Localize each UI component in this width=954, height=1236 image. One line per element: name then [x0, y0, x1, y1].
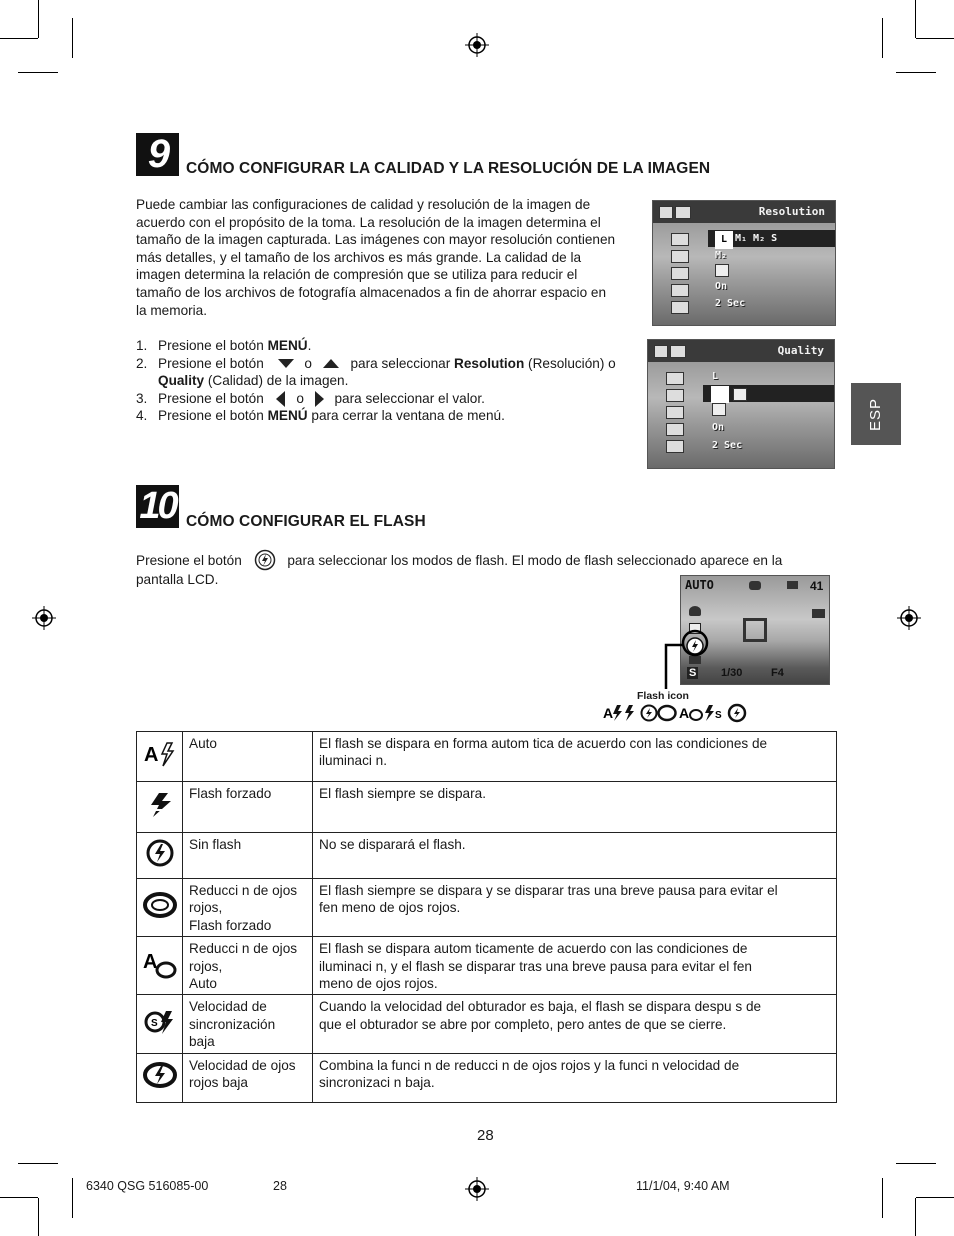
step-3: 3. Presione el botón o para seleccionar el valor. — [136, 390, 485, 406]
flash-mode-desc: sincronizaci n baja. — [319, 1075, 435, 1091]
preview-value: 2 Sec — [712, 440, 743, 451]
crop-mark — [38, 0, 39, 38]
flash-mode-name: Auto — [189, 736, 217, 751]
paragraph-line: la memoria. — [136, 302, 208, 318]
flash-mode-desc: iluminaci n. — [319, 753, 387, 769]
flash-mode-name: Sin flash — [189, 837, 242, 852]
shutter-speed: 1/30 — [721, 667, 743, 679]
flash-mode-name: Velocidad de ojos — [189, 1057, 296, 1073]
aperture: F4 — [771, 667, 784, 679]
preview-icon — [666, 440, 684, 453]
date-stamp-icon — [671, 284, 689, 297]
crop-mark — [72, 1178, 73, 1218]
quality-icon — [666, 389, 684, 402]
section-number-9: 9 — [136, 133, 179, 176]
registration-mark-icon — [465, 1177, 489, 1201]
crop-mark — [896, 1163, 936, 1164]
table-row: S Velocidad de sincronización baja Cuando la velocidad del obturador es baja, el flash se dispara despu s de que el obturador se abre por completo, pero antes de que se cierre. — [137, 995, 837, 1053]
sharpness-icon — [671, 267, 689, 280]
crop-mark — [882, 18, 883, 58]
paragraph-line: tamaño de los archivos de fotografía almacenados a fin de ahorrar espacio en — [136, 284, 607, 300]
quality-icon — [671, 250, 689, 263]
camera-tab-icon — [654, 345, 668, 358]
section-9-paragraph — [136, 196, 651, 319]
menu-title: Quality — [777, 344, 824, 357]
flash-mode-desc: que el obturador se abre por completo, pero antes de que se cierre. — [319, 1016, 727, 1032]
footer-document-id: 6340 QSG 516085-00 — [86, 1179, 209, 1193]
preview-value: 2 Sec — [715, 298, 746, 309]
crop-mark — [915, 0, 916, 38]
red-eye-forced-icon — [142, 890, 178, 920]
down-arrow-icon — [278, 359, 294, 369]
flash-icon-callout — [660, 625, 710, 695]
date-stamp-value: On — [715, 281, 728, 292]
svg-text:A: A — [143, 744, 158, 767]
table-row — [137, 782, 837, 833]
quality-menu-screen: Quality L On 2 Sec — [647, 339, 835, 469]
flash-mode-desc: iluminaci n, y el flash se disparar tras una breve pausa para evitar el fen — [319, 958, 752, 974]
right-arrow-icon — [315, 391, 325, 407]
settings-tab-icon — [675, 206, 691, 219]
flash-off-icon — [143, 838, 177, 868]
footer-date: 11/1/04, 9:40 AM — [636, 1179, 730, 1193]
paragraph-line: tamaño de la imagen capturada. Las imágenes con mayor resolución contienen — [136, 232, 616, 248]
crop-mark — [72, 18, 73, 58]
steps-list — [136, 337, 641, 425]
paragraph-line: imagen determina la relación de compresión que se utiliza para reducir el — [136, 267, 578, 283]
section-title-flash: CÓMO CONFIGURAR EL FLASH — [186, 513, 426, 530]
crop-mark — [38, 1198, 39, 1236]
scene-indicator: S — [689, 667, 697, 679]
paragraph-line: más detalles, y el tamaño de los archivos es más grande. La calidad de la — [136, 249, 582, 265]
language-tab: ESP — [851, 383, 901, 445]
step-1: 1. Presione el botón MENÚ. — [136, 338, 312, 353]
slow-sync-icon — [142, 1007, 178, 1037]
resolution-icon — [666, 372, 684, 385]
registration-mark-icon — [897, 606, 921, 630]
step-2-continued: Quality (Calidad) de la imagen. — [158, 373, 349, 389]
section-10-intro: Presione el botón para seleccionar los modos de flash. El modo de flash seleccionado aparece en la pantalla LCD. — [136, 549, 836, 589]
step-2: 2. Presione el botón o para seleccionar Resolution (Resolución) o — [136, 355, 616, 371]
flash-forced-icon — [143, 790, 177, 820]
quality-fine-icon — [711, 386, 729, 403]
table-row — [137, 732, 837, 782]
footer-page: 28 — [273, 1179, 287, 1193]
left-arrow-icon — [276, 391, 286, 407]
flash-icon-caption: Flash icon — [637, 690, 689, 702]
resolution-indicator-icon — [787, 581, 798, 589]
resolution-options: M₁ M₂ S — [735, 233, 778, 244]
up-arrow-icon — [323, 359, 339, 369]
flash-mode-icons-strip — [603, 703, 748, 723]
flash-mode-desc: Combina la funci n de reducci n de ojos rojos y la funci n velocidad de — [319, 1057, 740, 1073]
sharpness-value-icon — [715, 264, 729, 277]
flash-mode-desc: No se disparará el flash. — [319, 837, 466, 852]
crop-mark — [0, 38, 38, 39]
flash-mode-name: Reducci n de ojos — [189, 883, 298, 898]
battery-icon — [812, 609, 825, 618]
crop-mark — [916, 1197, 954, 1198]
registration-mark-icon — [465, 33, 489, 57]
flash-mode-name: Flash forzado — [189, 786, 272, 801]
flash-mode-desc: meno de ojos rojos. — [319, 976, 438, 992]
flash-mode-desc: El flash siempre se dispara y se disparar tras una breve pausa para evitar el — [319, 883, 778, 898]
date-stamp-value: On — [712, 422, 725, 433]
sharpness-value-icon — [712, 403, 726, 416]
page-number: 28 — [477, 1127, 494, 1144]
flash-mode-desc: El flash se dispara en forma autom tica de acuerdo con las condiciones de — [319, 736, 768, 751]
settings-tab-icon — [670, 345, 686, 358]
resolution-icon — [671, 233, 689, 246]
flash-mode-name: Reducci n de ojos — [189, 941, 298, 957]
resolution-menu-screen: Resolution L M₁ M₂ S M₂ On 2 Sec — [652, 200, 836, 326]
crop-mark — [916, 38, 954, 39]
date-stamp-icon — [666, 423, 684, 436]
step-4: 4. Presione el botón MENÚ para cerrar la ventana de menú. — [136, 408, 505, 424]
sharpness-icon — [666, 406, 684, 419]
menu-title: Resolution — [758, 205, 825, 218]
svg-text:A: A — [142, 950, 157, 973]
red-eye-slow-sync-icon — [142, 1060, 178, 1090]
svg-text:A: A — [679, 705, 690, 721]
preview-icon — [671, 301, 689, 314]
table-row: Velocidad de ojos rojos baja Combina la funci n de reducci n de ojos rojos y la funci n velocidad de sincronizaci n baja. — [137, 1053, 837, 1102]
svg-text:S: S — [715, 710, 722, 721]
crop-mark — [915, 1198, 916, 1236]
svg-text:S: S — [150, 1017, 158, 1029]
crop-mark — [0, 1197, 38, 1198]
shots-remaining: 41 — [810, 579, 824, 593]
svg-text:A: A — [603, 705, 614, 721]
focus-frame — [743, 618, 767, 642]
flash-auto-icon — [143, 739, 177, 769]
section-title-quality-resolution: CÓMO CONFIGURAR LA CALIDAD Y LA RESOLUCIÓN DE LA IMAGEN — [186, 160, 711, 177]
flash-mode-desc: Cuando la velocidad del obturador es baja, el flash se dispara despu s de — [319, 999, 762, 1015]
crop-mark — [18, 72, 58, 73]
mode-indicator: AUTO — [685, 578, 714, 592]
registration-mark-icon — [32, 606, 56, 630]
white-balance-icon — [749, 581, 761, 590]
red-eye-auto-icon — [142, 948, 178, 980]
crop-mark — [882, 1178, 883, 1218]
flash-mode-desc: fen meno de ojos rojos. — [319, 900, 461, 916]
camera-tab-icon — [659, 206, 673, 219]
flash-mode-desc: El flash se dispara autom ticamente de acuerdo con las condiciones de — [319, 941, 748, 957]
table-row — [137, 833, 837, 879]
flash-mode-name: Velocidad de — [189, 999, 267, 1015]
paragraph-line: acuerdo con el propósito de la toma. La resolución de la imagen determina el — [136, 214, 601, 230]
flash-button-icon — [254, 549, 276, 571]
macro-icon — [689, 606, 701, 616]
crop-mark — [896, 72, 936, 73]
quality-economy-icon — [733, 388, 747, 401]
paragraph-line: Puede cambiar las configuraciones de calidad y resolución de la imagen de — [136, 197, 591, 212]
section-number-10: 10 — [136, 485, 179, 528]
flash-modes-table — [136, 731, 837, 1103]
table-row: Reducci n de ojos rojos, Flash forzado El flash siempre se dispara y se disparar tras una breve pausa para evitar el fen meno de ojos rojos. — [137, 879, 837, 937]
table-row: A Reducci n de ojos rojos, Auto El flash se dispara autom ticamente de acuerdo con las condiciones de iluminaci n, y el flash se disparar tras una breve pausa para evitar el fen meno de ojos rojos. — [137, 937, 837, 995]
crop-mark — [18, 1163, 58, 1164]
flash-mode-desc: El flash siempre se dispara. — [319, 786, 486, 801]
quality-value: M₂ — [715, 250, 728, 261]
